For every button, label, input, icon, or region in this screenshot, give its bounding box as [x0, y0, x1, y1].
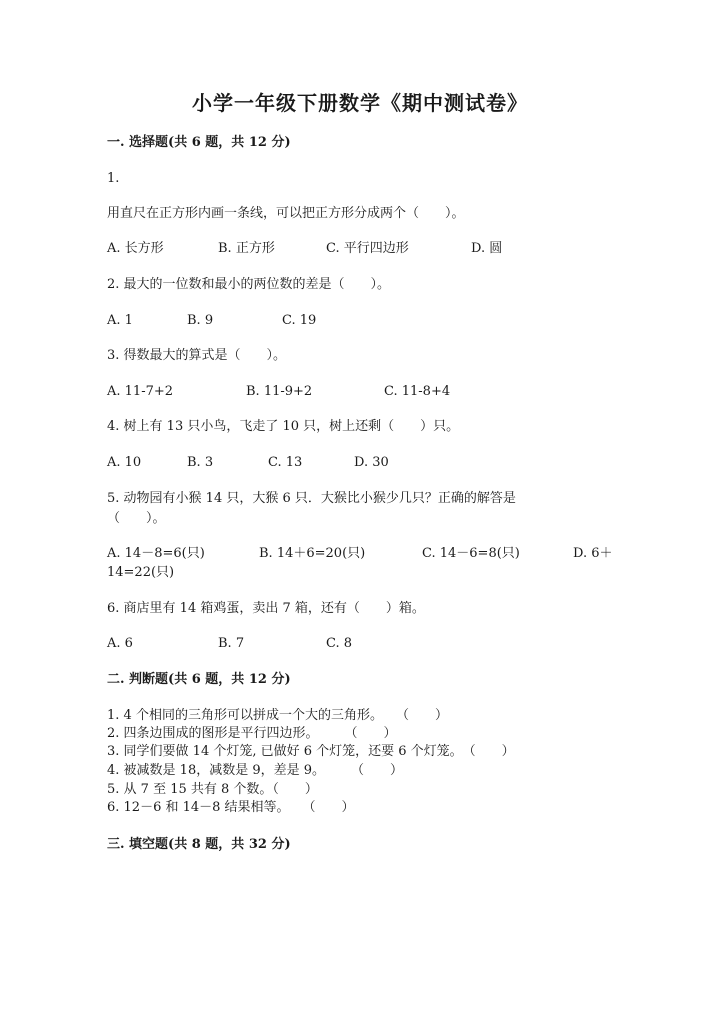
option-b: B. 3: [187, 455, 214, 470]
question-stem: 用直尺在正方形内画一条线，可以把正方形分成两个（ ）。: [107, 206, 465, 221]
option-a: A. 长方形: [107, 241, 164, 256]
judgment-item: 1. 4 个相同的三角形可以拼成一个大的三角形。 （ ）: [107, 708, 448, 723]
judgment-item: 3. 同学们要做 14 个灯笼, 已做好 6 个灯笼，还要 6 个灯笼。 （ ）: [107, 744, 515, 759]
question-stem: 2. 最大的一位数和最小的两位数的差是（ ）。: [107, 277, 391, 292]
option-b: B. 9: [187, 313, 214, 328]
option-d: D. 圆: [471, 241, 503, 256]
option-a: A. 11-7+2: [107, 384, 174, 399]
page-title: 小学一年级下册数学《期中测试卷》: [192, 91, 528, 115]
option-a: A. 14－8=6(只): [107, 546, 205, 561]
option-d: D. 6＋: [573, 546, 613, 561]
option-b: B. 正方形: [218, 241, 275, 256]
question-stem: 6. 商店里有 14 箱鸡蛋，卖出 7 箱，还有（ ）箱。: [107, 601, 425, 616]
option-c: C. 11-8+4: [384, 384, 451, 399]
judgment-item: 4. 被减数是 18，减数是 9，差是 9。 （ ）: [107, 763, 404, 778]
section-heading-fill-blank: 三. 填空题(共 8 题，共 32 分): [107, 837, 291, 852]
option-a: A. 1: [107, 313, 133, 328]
question-number: 1.: [107, 171, 120, 186]
option-b: B. 7: [218, 636, 245, 651]
question-stem: 3. 得数最大的算式是（ ）。: [107, 348, 287, 363]
option-d: D. 30: [354, 455, 389, 470]
section-heading-choice: 一. 选择题(共 6 题，共 12 分): [107, 135, 291, 150]
section-heading-judgment: 二. 判断题(共 6 题，共 12 分): [107, 672, 291, 687]
option-d-continued: 14=22(只): [107, 565, 175, 580]
option-a: A. 10: [107, 455, 142, 470]
option-b: B. 11-9+2: [246, 384, 313, 399]
question-stem-continued: （ ）。: [107, 511, 166, 526]
judgment-item: 5. 从 7 至 15 共有 8 个数。（ ）: [107, 782, 318, 797]
option-c: C. 13: [268, 455, 303, 470]
option-c: C. 14－6=8(只): [422, 546, 520, 561]
judgment-item: 6. 12－6 和 14－8 结果相等。 （ ）: [107, 800, 355, 815]
question-stem: 4. 树上有 13 只小鸟，飞走了 10 只，树上还剩（ ）只。: [107, 419, 460, 434]
option-c: C. 平行四边形: [326, 241, 409, 256]
judgment-item: 2. 四条边围成的图形是平行四边形。 （ ）: [107, 726, 397, 741]
option-c: C. 8: [326, 636, 353, 651]
question-stem: 5. 动物园有小猴 14 只，大猴 6 只．大猴比小猴少几只？正确的解答是: [107, 491, 516, 506]
option-a: A. 6: [107, 636, 133, 651]
option-c: C. 19: [282, 313, 317, 328]
option-b: B. 14＋6=20(只): [259, 546, 366, 561]
